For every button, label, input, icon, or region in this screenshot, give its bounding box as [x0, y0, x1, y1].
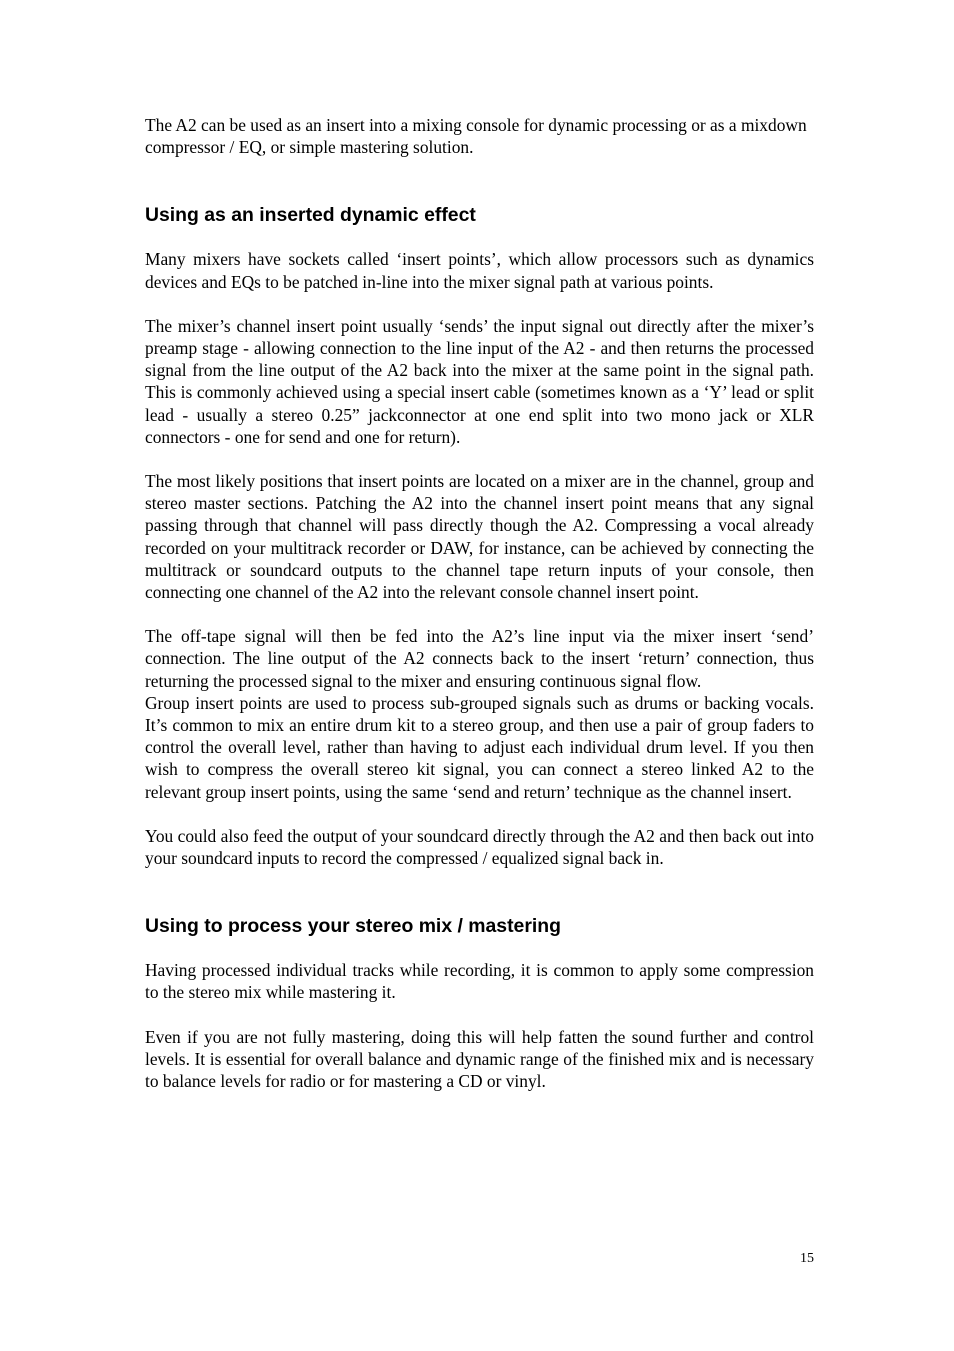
intro-paragraph: The A2 can be used as an insert into a mixing console for dynamic processing or as a mixdown compressor / EQ, or simple mastering solution.	[145, 115, 807, 158]
page-body	[145, 114, 814, 1092]
paragraph-channel-insert: The mixer’s channel insert point usually ‘sends’ the input signal out directly after the mixer’s preamp stage - allowing connection to the line input of the A2 - and then returns the processed signal from the line output of the A2 back into the mixer at the same point in the signal path. This is commonly achieved using a special insert cable (sometimes known as a ‘Y’ lead or split lead - usually a stereo 0.25” jackconnector at one end split into two mono jack or XLR connectors - one for send and one for return).	[145, 315, 814, 447]
paragraph-mastering: Even if you are not fully mastering, doing this will help fatten the sound further and control levels. It is essential for overall balance and dynamic range of the finished mix and is necessary to balance levels for radio or for mastering a CD or vinyl.	[145, 1026, 814, 1092]
paragraph-stereo-mix: Having processed individual tracks while recording, it is common to apply some compression to the stereo mix while mastering it.	[145, 960, 814, 1003]
paragraph-soundcard: You could also feed the output of your soundcard directly through the A2 and then back out into your soundcard inputs to record the compressed / equalized signal back in.	[145, 825, 814, 869]
paragraph-insert-points: Many mixers have sockets called ‘insert points’, which allow processors such as dynamics devices and EQs to be patched in-line into the mixer signal path at various points.	[145, 249, 814, 292]
paragraph-insert-positions: The most likely positions that insert points are located on a mixer are in the channel, group and stereo master sections. Patching the A2 into the channel insert point means that any signal passing through that channel will pass directly though the A2. Compressing a vocal already recorded on your multitrack recorder or DAW, for instance, can be achieved by connecting the multitrack or soundcard outputs to the channel tape return inputs of your console, then connecting one channel of the A2 into the relevant console channel insert point.	[145, 471, 814, 603]
paragraph-off-tape-signal: The off-tape signal will then be fed into the A2’s line input via the mixer insert ‘send’ connection. The line output of the A2 connects back to the insert ‘return’ connection, thus returning the processed signal to the mixer and ensuring continuous signal flow.	[145, 626, 814, 691]
section-heading-stereo-mix: Using to process your stereo mix / mastering	[145, 915, 561, 938]
paragraph-group-insert: Group insert points are used to process sub-grouped signals such as drums or backing vocals. It’s common to mix an entire drum kit to a stereo group, and then use a pair of group faders to control the overall level, rather than having to adjust each individual drum level. If you then wish to compress the overall stereo kit signal, you can connect a stereo linked A2 to the relevant group insert points, using the same ‘send and return’ technique as the channel insert.	[145, 692, 814, 802]
page-number: 15	[800, 1251, 814, 1266]
section-heading-inserted-effect: Using as an inserted dynamic effect	[145, 204, 476, 227]
